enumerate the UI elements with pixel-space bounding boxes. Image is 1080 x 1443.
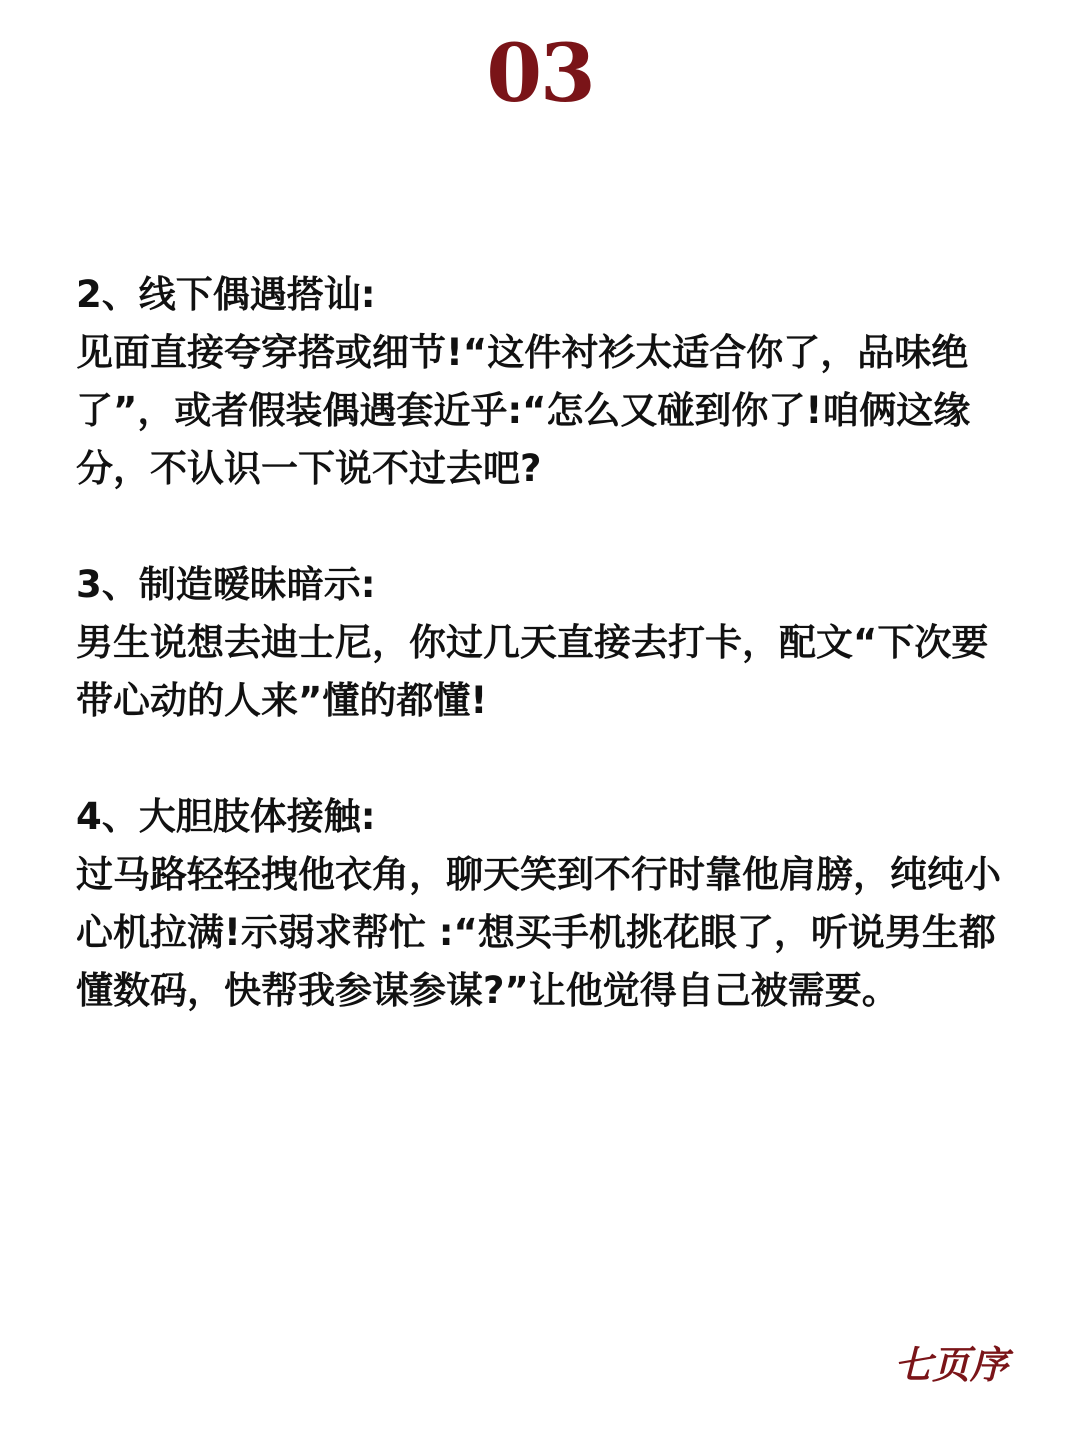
page-number: 03 — [486, 26, 594, 120]
section-heading: 3、制造暧昧暗示: — [76, 563, 376, 606]
section-body: 男生说想去迪士尼，你过几天直接去打卡，配文“下次要带心动的人来”懂的都懂! — [76, 621, 989, 722]
section-item-4 — [76, 788, 1011, 1020]
author-signature: 七页序 — [893, 1342, 1008, 1387]
content — [76, 266, 1011, 1078]
section-body: 过马路轻轻拽他衣角，聊天笑到不行时靠他肩膀，纯纯小心机拉满!示弱求帮忙 :“想买手机挑花眼了，听说男生都懂数码，快帮我参谋参谋?”让他觉得自己被需要。 — [76, 853, 1001, 1012]
section-heading: 4、大胆肢体接触: — [76, 795, 376, 838]
section-item-3 — [76, 556, 1011, 730]
section-item-2 — [76, 266, 1011, 498]
section-heading: 2、线下偶遇搭讪: — [76, 273, 376, 316]
section-body: 见面直接夸穿搭或细节!“这件衬衫太适合你了，品味绝了”，或者假装偶遇套近乎:“怎么又碰到你了!咱俩这缘分，不认识一下说不过去吧? — [76, 331, 971, 490]
